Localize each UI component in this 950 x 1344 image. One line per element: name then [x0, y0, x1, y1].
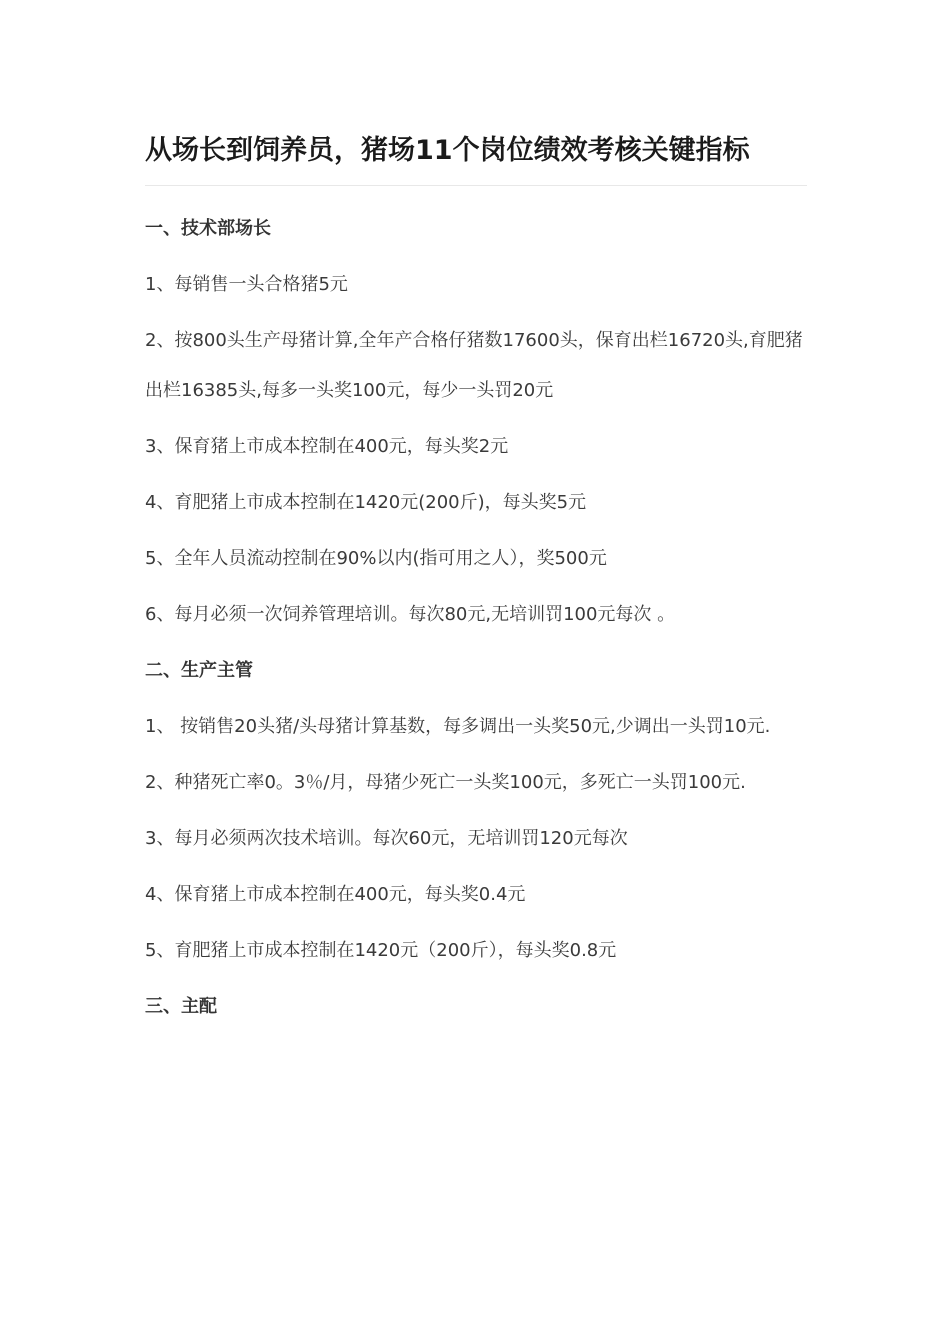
- list-item: 6、每月必须一次饲养管理培训。每次80元,无培训罚100元每次 。: [145, 604, 676, 625]
- list-item: 3、保育猪上市成本控制在400元，每头奖2元: [145, 436, 509, 457]
- list-item: 4、育肥猪上市成本控制在1420元(200斤)，每头奖5元: [145, 492, 587, 513]
- list-item: 1、每销售一头合格猪5元: [145, 274, 348, 295]
- page-title: 从场长到饲养员，猪场11个岗位绩效考核关键指标: [145, 135, 750, 166]
- list-item: 3、每月必须两次技术培训。每次60元，无培训罚120元每次: [145, 828, 628, 849]
- list-item: 1、 按销售20头猪/头母猪计算基数，每多调出一头奖50元,少调出一头罚10元.: [145, 716, 771, 737]
- title-divider: [145, 185, 807, 186]
- list-item: 4、保育猪上市成本控制在400元，每头奖0.4元: [145, 884, 526, 905]
- list-item: 5、育肥猪上市成本控制在1420元（200斤），每头奖0.8元: [145, 940, 617, 961]
- section-heading-breeding-lead: 三、主配: [145, 996, 217, 1017]
- section-heading-production-supervisor: 二、生产主管: [145, 660, 253, 681]
- list-item: 2、按800头生产母猪计算,全年产合格仔猪数17600头，保育出栏16720头,育肥猪出栏16385头,每多一头奖100元，每少一头罚20元: [145, 330, 803, 401]
- list-item: 5、全年人员流动控制在90%以内(指可用之人），奖500元: [145, 548, 607, 569]
- section-heading-tech-director: 一、技术部场长: [145, 218, 271, 239]
- list-item: 2、种猪死亡率0。3％/月，母猪少死亡一头奖100元，多死亡一头罚100元.: [145, 772, 746, 793]
- article-body: [145, 212, 807, 1046]
